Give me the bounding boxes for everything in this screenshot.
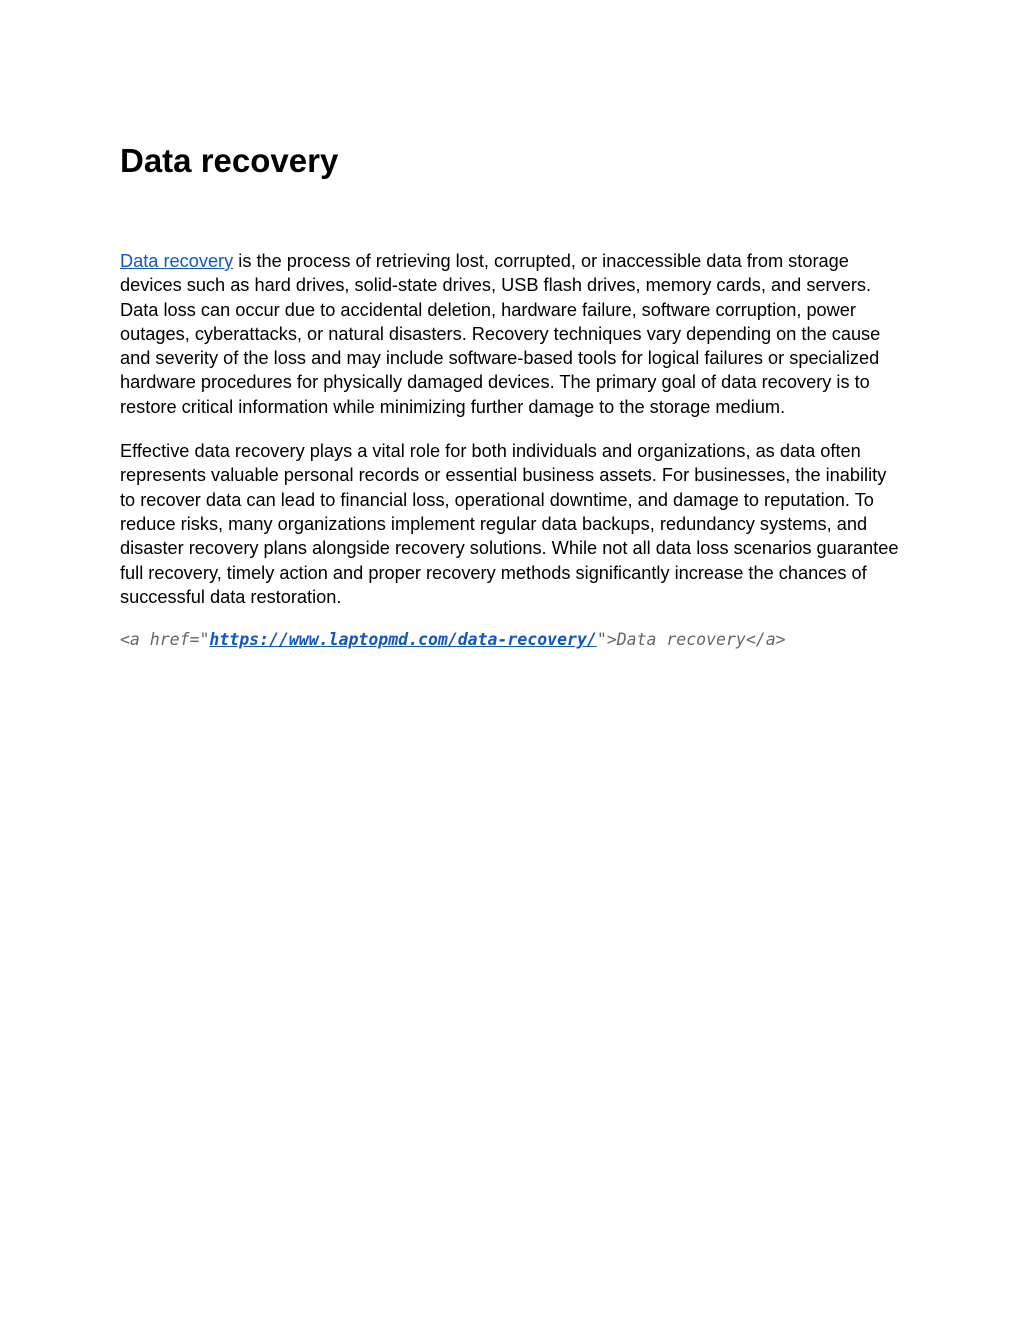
code-snippet — [120, 629, 906, 651]
code-prefix: <a href=" — [120, 630, 210, 650]
paragraph-importance: Effective data recovery plays a vital role for both individuals and organizations, as data often represents valuable personal records or essential business assets. For businesses, the inability to recover data can lead to financial loss, operational downtime, and damage to reputation. To reduce risks, many organizations implement regular data backups, redundancy systems, and disaster recovery plans alongside recovery solutions. While not all data loss scenarios guarantee full recovery, timely action and proper recovery methods significantly increase the chances of successful data restoration. — [120, 441, 899, 607]
code-suffix: ">Data recovery</a> — [596, 630, 786, 650]
paragraph-intro-text: is the process of retrieving lost, corrupted, or inaccessible data from storage devices such as hard drives, solid-state drives, USB flash drives, memory cards, and servers. Data loss can occur due to accidental deletion, hardware failure, software corruption, power outages, cyberattacks, or natural disasters. Recovery techniques vary depending on the cause and severity of the loss and may include software-based tools for logical failures or specialized hardware procedures for physically damaged devices. The primary goal of data recovery is to restore critical information while minimizing further damage to the storage medium. — [120, 251, 881, 417]
laptopmd-url-link[interactable]: https://www.laptopmd.com/data-recovery/ — [209, 630, 597, 650]
document-content — [120, 0, 906, 651]
paragraph-intro — [120, 249, 906, 419]
page-title: Data recovery — [120, 142, 339, 179]
data-recovery-link[interactable]: Data recovery — [120, 251, 234, 271]
